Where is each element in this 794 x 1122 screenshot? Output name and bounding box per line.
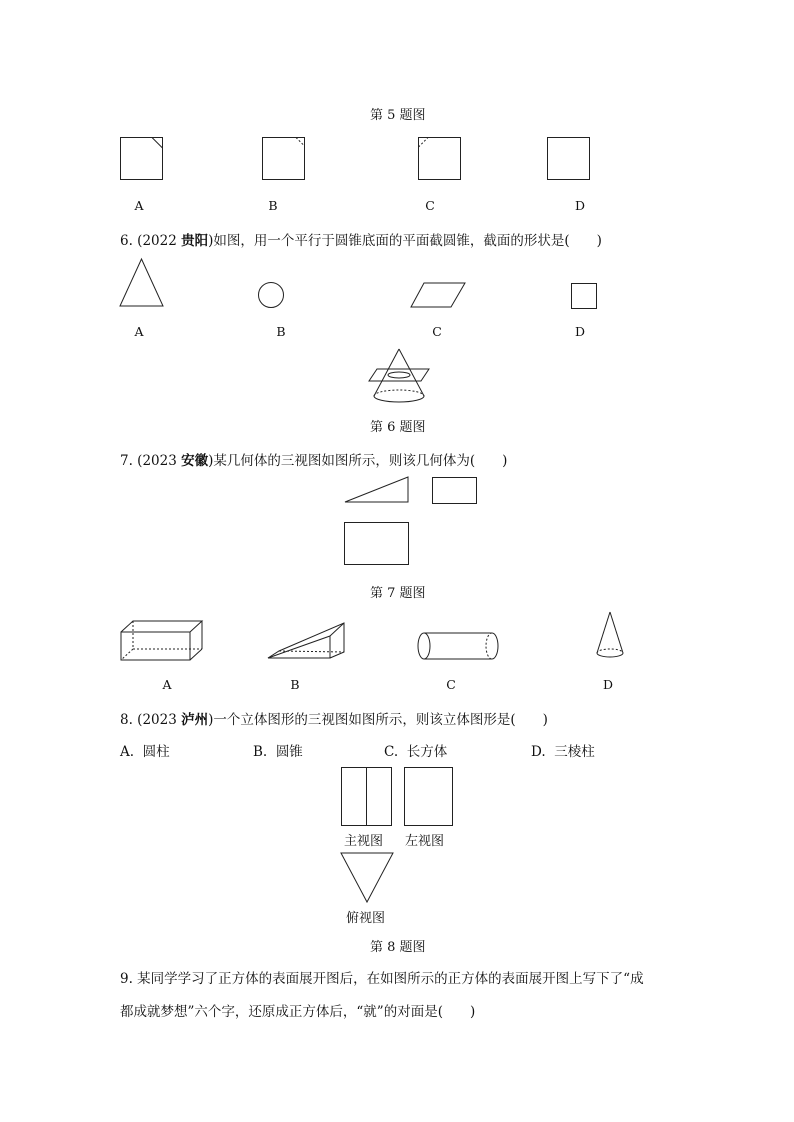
question-6: 6. (2022 贵阳)如图，用一个平行于圆锥底面的平面截圆锥，截面的形状是( ): [120, 233, 602, 249]
q6-option-c-parallelogram: [410, 282, 466, 308]
q6-cone-section-figure: [368, 348, 430, 404]
q6-option-d-square: [571, 283, 598, 310]
q7-label-d: D: [602, 677, 614, 692]
q8-left-view: [404, 767, 454, 827]
q7-option-c-cylinder: [416, 631, 500, 663]
q8-top-view-triangle: [340, 852, 394, 904]
q7-label-c: C: [446, 677, 456, 692]
q6-option-a-triangle: [119, 258, 165, 308]
q7-top-view-rectangle: [344, 522, 410, 566]
q7-label-a: A: [162, 677, 172, 692]
fig5-option-b-square: [262, 137, 306, 181]
fig5-caption: 第 5 题图: [370, 108, 426, 123]
q7-left-view-rectangle: [432, 477, 478, 505]
fig8-caption: 第 8 题图: [370, 940, 426, 955]
fig6-caption: 第 6 题图: [370, 420, 426, 435]
q8-top-view-label: 俯视图: [346, 911, 386, 926]
q8-left-view-label: 左视图: [405, 834, 445, 849]
q6-label-c: C: [432, 324, 442, 339]
q7-option-b-wedge: [267, 622, 349, 660]
fig5-label-d: D: [574, 198, 586, 213]
fig5-label-b: B: [268, 198, 278, 213]
q8-choice-b: B. 圆锥: [253, 744, 303, 760]
q6-label-b: B: [276, 324, 286, 339]
q6-source-place: 贵阳: [181, 233, 209, 249]
q6-text: 如图，用一个平行于圆锥底面的平面截圆锥，截面的形状是( ): [213, 233, 602, 249]
question-9-line-2: 都成就梦想”六个字，还原成正方体后，“就”的对面是( ): [120, 1004, 476, 1020]
q8-choice-a: A. 圆柱: [120, 744, 170, 760]
q7-option-a-cuboid: [120, 620, 204, 662]
fig5-label-a: A: [134, 198, 144, 213]
q8-text: 一个立体图形的三视图如图所示，则该立体图形是( ): [213, 712, 548, 728]
q8-choice-d: D. 三棱柱: [531, 744, 595, 760]
q8-source-place: 泸州: [181, 712, 209, 728]
q7-label-b: B: [290, 677, 300, 692]
q6-option-b-circle: [257, 281, 285, 309]
q7-source-place: 安徽: [181, 453, 209, 469]
fig5-label-c: C: [425, 198, 435, 213]
fig7-caption: 第 7 题图: [370, 586, 426, 601]
fig5-option-c-square: [418, 137, 462, 181]
question-9-line-1: 9. 某同学学习了正方体的表面展开图后，在如图所示的正方体的表面展开图上写下了“成: [120, 971, 644, 987]
q8-choice-c: C. 长方体: [384, 744, 448, 760]
fig5-option-a-square: [120, 137, 164, 181]
q7-text: 某几何体的三视图如图所示，则该几何体为( ): [213, 453, 508, 469]
q8-front-view-label: 主视图: [344, 834, 384, 849]
q8-front-view: [341, 767, 393, 827]
q6-label-d: D: [574, 324, 586, 339]
q7-option-d-cone: [595, 611, 625, 661]
question-8: 8. (2023 泸州)一个立体图形的三视图如图所示，则该立体图形是( ): [120, 712, 548, 728]
q6-label-a: A: [134, 324, 144, 339]
question-7: 7. (2023 安徽)某几何体的三视图如图所示，则该几何体为( ): [120, 453, 508, 469]
q7-front-view-triangle: [344, 476, 410, 504]
fig5-option-d-square: [547, 137, 591, 181]
